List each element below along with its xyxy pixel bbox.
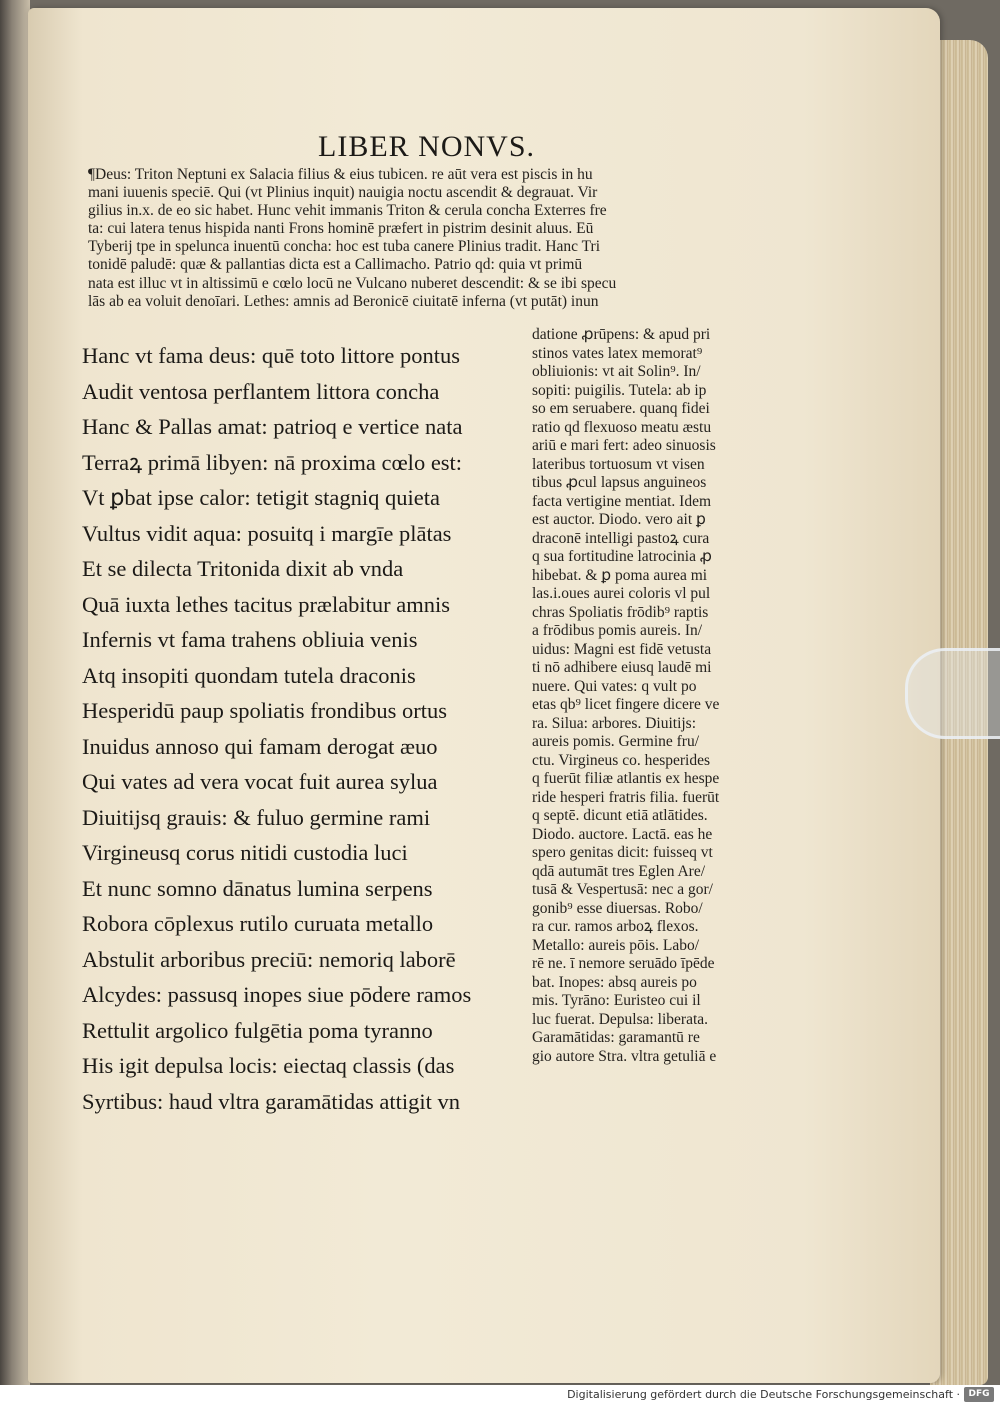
commentary-line: gilius in.x. de eo sic habet. Hunc vehit immanis Triton & cerula concha Exterres fre bbox=[88, 202, 607, 220]
verse-line: Et nunc somno dānatus lumina serpens bbox=[82, 875, 433, 901]
gloss-line: ariū e mari fert: adeo sinuosis bbox=[532, 437, 716, 454]
gloss-line: Diodo. auctore. Lactā. eas he bbox=[532, 825, 713, 843]
gloss-line: ctu. Virgineus co. hesperides bbox=[532, 751, 711, 769]
dfg-logo: DFG bbox=[964, 1387, 994, 1402]
gloss-line: q septē. dicunt etiā atlātides. bbox=[532, 807, 708, 824]
gloss-line: las.i.oues aurei coloris vl pul bbox=[532, 585, 711, 602]
commentary-line: mani iuuenis speciē. Qui (vt Plinius inquit) nauigia noctu ascendit & degrauat. Vir bbox=[88, 184, 598, 202]
page-clip bbox=[905, 648, 1000, 739]
gloss-line: etas qb⁹ licet fingere dicere ve bbox=[532, 696, 720, 713]
gloss-line: gonib⁹ esse diuersas. Robo/ bbox=[532, 899, 703, 917]
verse-line: Rettulit argolico fulgētia poma tyranno bbox=[82, 1017, 433, 1043]
funding-credit: Digitalisierung gefördert durch die Deutsche Forschungsgemeinschaft · bbox=[567, 1388, 960, 1401]
footer-bar bbox=[0, 1385, 1000, 1405]
verse-line: Robora cōplexus rutilo curuata metallo bbox=[82, 911, 434, 936]
gloss-line: spero genitas dicit: fuisseq vt bbox=[532, 844, 713, 861]
verse-line: Diuitijsq grauis: & fuluo germine rami bbox=[82, 804, 431, 830]
gloss-line: lateribus tortuosum vt visen bbox=[532, 455, 705, 473]
gloss-line: aureis pomis. Germine fru/ bbox=[532, 733, 700, 750]
gloss-line: q fuerūt filiæ atlantis ex hespe bbox=[532, 770, 720, 787]
verse-line: Alcydes: passusq inopes siue pōdere ramos bbox=[82, 982, 472, 1007]
gloss-line: ratio qd flexuoso meatu æstu bbox=[532, 418, 712, 436]
gloss-line: so em seruabere. quanq fidei bbox=[532, 400, 710, 417]
verse-line: Qui vates ad vera vocat fuit aurea sylua bbox=[82, 769, 438, 794]
commentary-line: ¶Deus: Triton Neptuni ex Salacia filius & eius tubicen. re aūt vera est piscis in hu bbox=[88, 166, 593, 183]
gloss-line: gio autore Stra. vltra getuliā e bbox=[532, 1047, 717, 1065]
verse-line: Hanc & Pallas amat: patrioq e vertice nata bbox=[82, 414, 463, 439]
verse-line: Hanc vt fama deus: quē toto littore pontus bbox=[82, 343, 461, 368]
gloss-line: ra cur. ramos arboꝝ flexos. bbox=[532, 918, 699, 935]
gloss-line: Garamātidas: garamantū re bbox=[532, 1029, 700, 1046]
verse-line: Terraꝝ primā libyen: nā proxima cœlo est: bbox=[82, 449, 463, 475]
gloss-line: draconē intelligi pastoꝝ cura bbox=[532, 529, 710, 547]
verse-line: Audit ventosa perflantem littora concha bbox=[82, 378, 440, 404]
gloss-line: stinos vates latex memorat⁹ bbox=[532, 344, 703, 362]
gloss-line: tusā & Vespertusā: nec a gor/ bbox=[532, 881, 713, 898]
gloss-line: obliuionis: vt ait Solin⁹. In/ bbox=[532, 363, 701, 380]
gloss-line: uidus: Magni est fidē vetusta bbox=[532, 640, 712, 658]
gloss-line: bat. Inopes: absq aureis po bbox=[532, 973, 697, 991]
gloss-line: mis. Tyrāno: Euristeo cui il bbox=[532, 992, 701, 1009]
gloss-line: chras Spoliatis frōdib⁹ raptis bbox=[532, 603, 709, 621]
gloss-line: datione ꝓrūpens: & apud pri bbox=[532, 326, 711, 343]
verse-line: Quā iuxta lethes tacitus prælabitur amnis bbox=[82, 591, 451, 617]
gloss-line: tibus ꝓcul lapsus anguineos bbox=[532, 474, 707, 491]
gloss-line: sopiti: puigilis. Tutela: ab ip bbox=[532, 381, 707, 399]
commentary-top-block bbox=[88, 166, 788, 311]
gloss-line: facta vertigine mentiat. Idem bbox=[532, 492, 712, 510]
verse-line: Inuidus annoso qui famam derogat æuo bbox=[82, 733, 438, 759]
gloss-line: ride hesperi fratris filia. fuerūt bbox=[532, 788, 720, 806]
gloss-line: a frōdibus pomis aureis. In/ bbox=[532, 622, 703, 639]
gloss-line: q sua fortitudine latrocinia ꝓ bbox=[532, 548, 712, 565]
page-header: LIBER NONVS. bbox=[318, 130, 536, 163]
gloss-line: hibebat. & ꝑ poma aurea mi bbox=[532, 566, 708, 584]
verse-line: Vultus vidit aqua: posuitq i margīe plātas bbox=[82, 520, 452, 546]
commentary-line: lās ab ea voluit denoīari. Lethes: amnis ad Beronicē ciuitatē inferna (vt putāt) inun bbox=[88, 292, 599, 310]
gloss-line: luc fuerat. Depulsa: liberata. bbox=[532, 1010, 709, 1028]
gloss-line: est auctor. Diodo. vero ait ꝑ bbox=[532, 511, 706, 528]
verse-line: Infernis vt fama trahens obliuia venis bbox=[82, 627, 418, 652]
gloss-line: qdā autumāt tres Eglen Are/ bbox=[532, 862, 706, 880]
verse-line: Abstulit arboribus preciū: nemoriq laborē bbox=[82, 946, 456, 972]
verse-line: Hesperidū paup spoliatis frondibus ortus bbox=[82, 698, 447, 723]
verse-line: Et se dilecta Tritonida dixit ab vnda bbox=[82, 556, 404, 581]
gloss-line: rē ne. ī nemore seruādo īpēde bbox=[532, 955, 715, 972]
verse-line: Virgineusq corus nitidi custodia luci bbox=[82, 840, 408, 865]
verse-line: Syrtibus: haud vltra garamātidas attigit vn bbox=[82, 1088, 461, 1114]
verse-line: Atq insopiti quondam tutela draconis bbox=[82, 662, 416, 688]
commentary-line: Tyberij tpe in spelunca inuentū concha: hoc est tuba canere Plinius tradit. Hanc Tri bbox=[88, 238, 601, 256]
verse-line: His igit depulsa locis: eiectaq classis (das bbox=[82, 1053, 455, 1078]
gloss-line: ra. Silua: arbores. Diuitijs: bbox=[532, 714, 697, 732]
book-binding bbox=[0, 0, 30, 1385]
gloss-line: ti nō adhibere eiusq laudē mi bbox=[532, 659, 712, 676]
commentary-line: ta: cui latera tenus hispida nanti Frons hominē præfert in pistrim desinit aluus. Eū bbox=[88, 220, 594, 238]
commentary-line: tonidē paludē: quæ & pallantias dicta est a Callimacho. Patrio qd: quia vt primū bbox=[88, 256, 583, 274]
verse-line: Vt ꝑbat ipse calor: tetigit stagniq quieta bbox=[82, 485, 440, 510]
commentary-line: nata est illuc vt in altissimū e cœlo locū ne Vulcano nuberet descendit: & se ibi specu bbox=[88, 274, 617, 292]
gloss-line: Metallo: aureis pōis. Labo/ bbox=[532, 936, 700, 954]
verse-column bbox=[82, 338, 527, 1119]
gloss-line: nuere. Qui vates: q vult po bbox=[532, 677, 697, 695]
gloss-column bbox=[532, 326, 782, 1066]
